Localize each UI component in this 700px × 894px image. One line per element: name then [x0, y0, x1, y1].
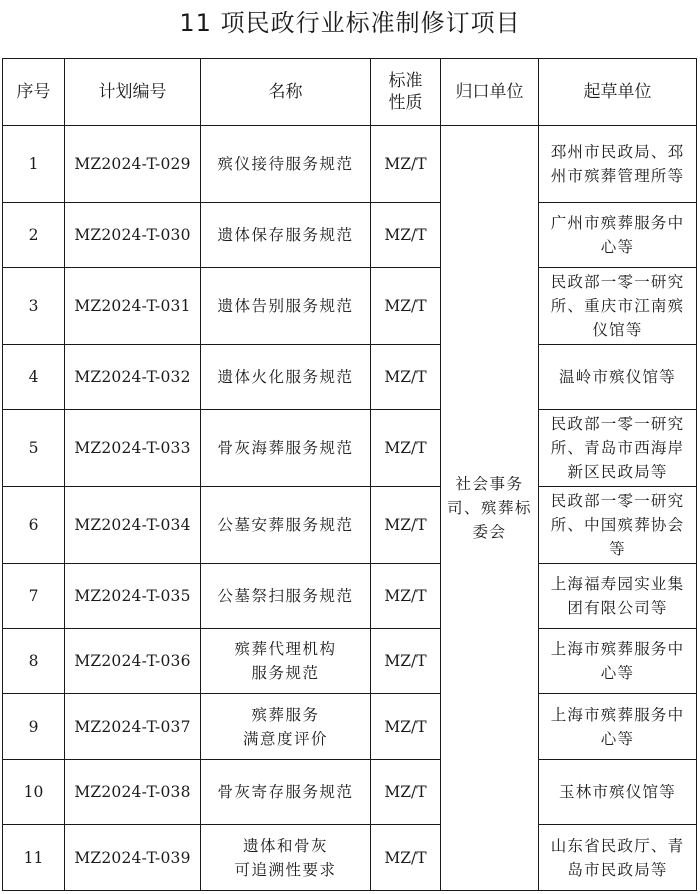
row-standard-name: 骨灰寄存服务规范: [201, 760, 371, 825]
header-type: 标准 性质: [371, 59, 441, 126]
row-seq: 3: [3, 268, 65, 345]
row-standard-type: MZ/T: [371, 825, 441, 891]
row-drafting-unit: 山东省民政厅、青岛市民政局等: [539, 825, 697, 891]
row-responsible-dept: 社会事务司、殡葬标委会: [441, 126, 539, 891]
row-plan-code: MZ2024-T-030: [65, 203, 201, 268]
table-row: [3, 268, 697, 345]
header-seq: 序号: [3, 59, 65, 126]
row-standard-name: 殡仪接待服务规范: [201, 126, 371, 203]
row-plan-code: MZ2024-T-037: [65, 694, 201, 760]
row-plan-code: MZ2024-T-039: [65, 825, 201, 891]
row-plan-code: MZ2024-T-032: [65, 345, 201, 410]
row-plan-code: MZ2024-T-033: [65, 410, 201, 487]
row-plan-code: MZ2024-T-034: [65, 487, 201, 564]
standards-table: [2, 58, 697, 891]
header-name: 名称: [201, 59, 371, 126]
row-drafting-unit: 温岭市殡仪馆等: [539, 345, 697, 410]
row-plan-code: MZ2024-T-031: [65, 268, 201, 345]
row-seq: 2: [3, 203, 65, 268]
header-code: 计划编号: [65, 59, 201, 126]
row-standard-name: 遗体保存服务规范: [201, 203, 371, 268]
row-standard-type: MZ/T: [371, 760, 441, 825]
row-seq: 6: [3, 487, 65, 564]
row-drafting-unit: 上海福寿园实业集团有限公司等: [539, 564, 697, 629]
row-seq: 1: [3, 126, 65, 203]
table-row: [3, 345, 697, 410]
table-row: [3, 629, 697, 694]
row-seq: 8: [3, 629, 65, 694]
header-dept: 归口单位: [441, 59, 539, 126]
row-standard-name: 公墓祭扫服务规范: [201, 564, 371, 629]
table-row: [3, 564, 697, 629]
row-standard-name: 遗体和骨灰 可追溯性要求: [201, 825, 371, 891]
row-plan-code: MZ2024-T-029: [65, 126, 201, 203]
row-seq: 9: [3, 694, 65, 760]
row-seq: 4: [3, 345, 65, 410]
row-standard-type: MZ/T: [371, 629, 441, 694]
row-standard-name: 殡葬代理机构 服务规范: [201, 629, 371, 694]
row-standard-name: 遗体火化服务规范: [201, 345, 371, 410]
row-drafting-unit: 邳州市民政局、邳州市殡葬管理所等: [539, 126, 697, 203]
row-seq: 11: [3, 825, 65, 891]
row-seq: 10: [3, 760, 65, 825]
table-header-row: [3, 59, 697, 126]
table-row: [3, 487, 697, 564]
table-row: [3, 203, 697, 268]
row-standard-type: MZ/T: [371, 268, 441, 345]
row-seq: 7: [3, 564, 65, 629]
row-drafting-unit: 民政部一零一研究所、青岛市西海岸新区民政局等: [539, 410, 697, 487]
row-standard-type: MZ/T: [371, 564, 441, 629]
row-plan-code: MZ2024-T-036: [65, 629, 201, 694]
table-row: [3, 410, 697, 487]
row-standard-type: MZ/T: [371, 694, 441, 760]
row-standard-type: MZ/T: [371, 126, 441, 203]
table-row: [3, 825, 697, 891]
row-standard-type: MZ/T: [371, 487, 441, 564]
row-drafting-unit: 上海市殡葬服务中心等: [539, 694, 697, 760]
row-drafting-unit: 上海市殡葬服务中心等: [539, 629, 697, 694]
row-standard-name: 殡葬服务 满意度评价: [201, 694, 371, 760]
row-drafting-unit: 广州市殡葬服务中心等: [539, 203, 697, 268]
row-standard-type: MZ/T: [371, 345, 441, 410]
row-standard-name: 遗体告别服务规范: [201, 268, 371, 345]
row-drafting-unit: 民政部一零一研究所、中国殡葬协会等: [539, 487, 697, 564]
row-plan-code: MZ2024-T-035: [65, 564, 201, 629]
row-drafting-unit: 玉林市殡仪馆等: [539, 760, 697, 825]
table-row: [3, 760, 697, 825]
header-drafter: 起草单位: [539, 59, 697, 126]
table-row: [3, 126, 697, 203]
row-drafting-unit: 民政部一零一研究所、重庆市江南殡仪馆等: [539, 268, 697, 345]
page-title: 11 项民政行业标准制修订项目: [179, 9, 521, 37]
row-plan-code: MZ2024-T-038: [65, 760, 201, 825]
row-standard-type: MZ/T: [371, 203, 441, 268]
row-standard-type: MZ/T: [371, 410, 441, 487]
row-standard-name: 公墓安葬服务规范: [201, 487, 371, 564]
row-standard-name: 骨灰海葬服务规范: [201, 410, 371, 487]
table-row: [3, 694, 697, 760]
row-seq: 5: [3, 410, 65, 487]
